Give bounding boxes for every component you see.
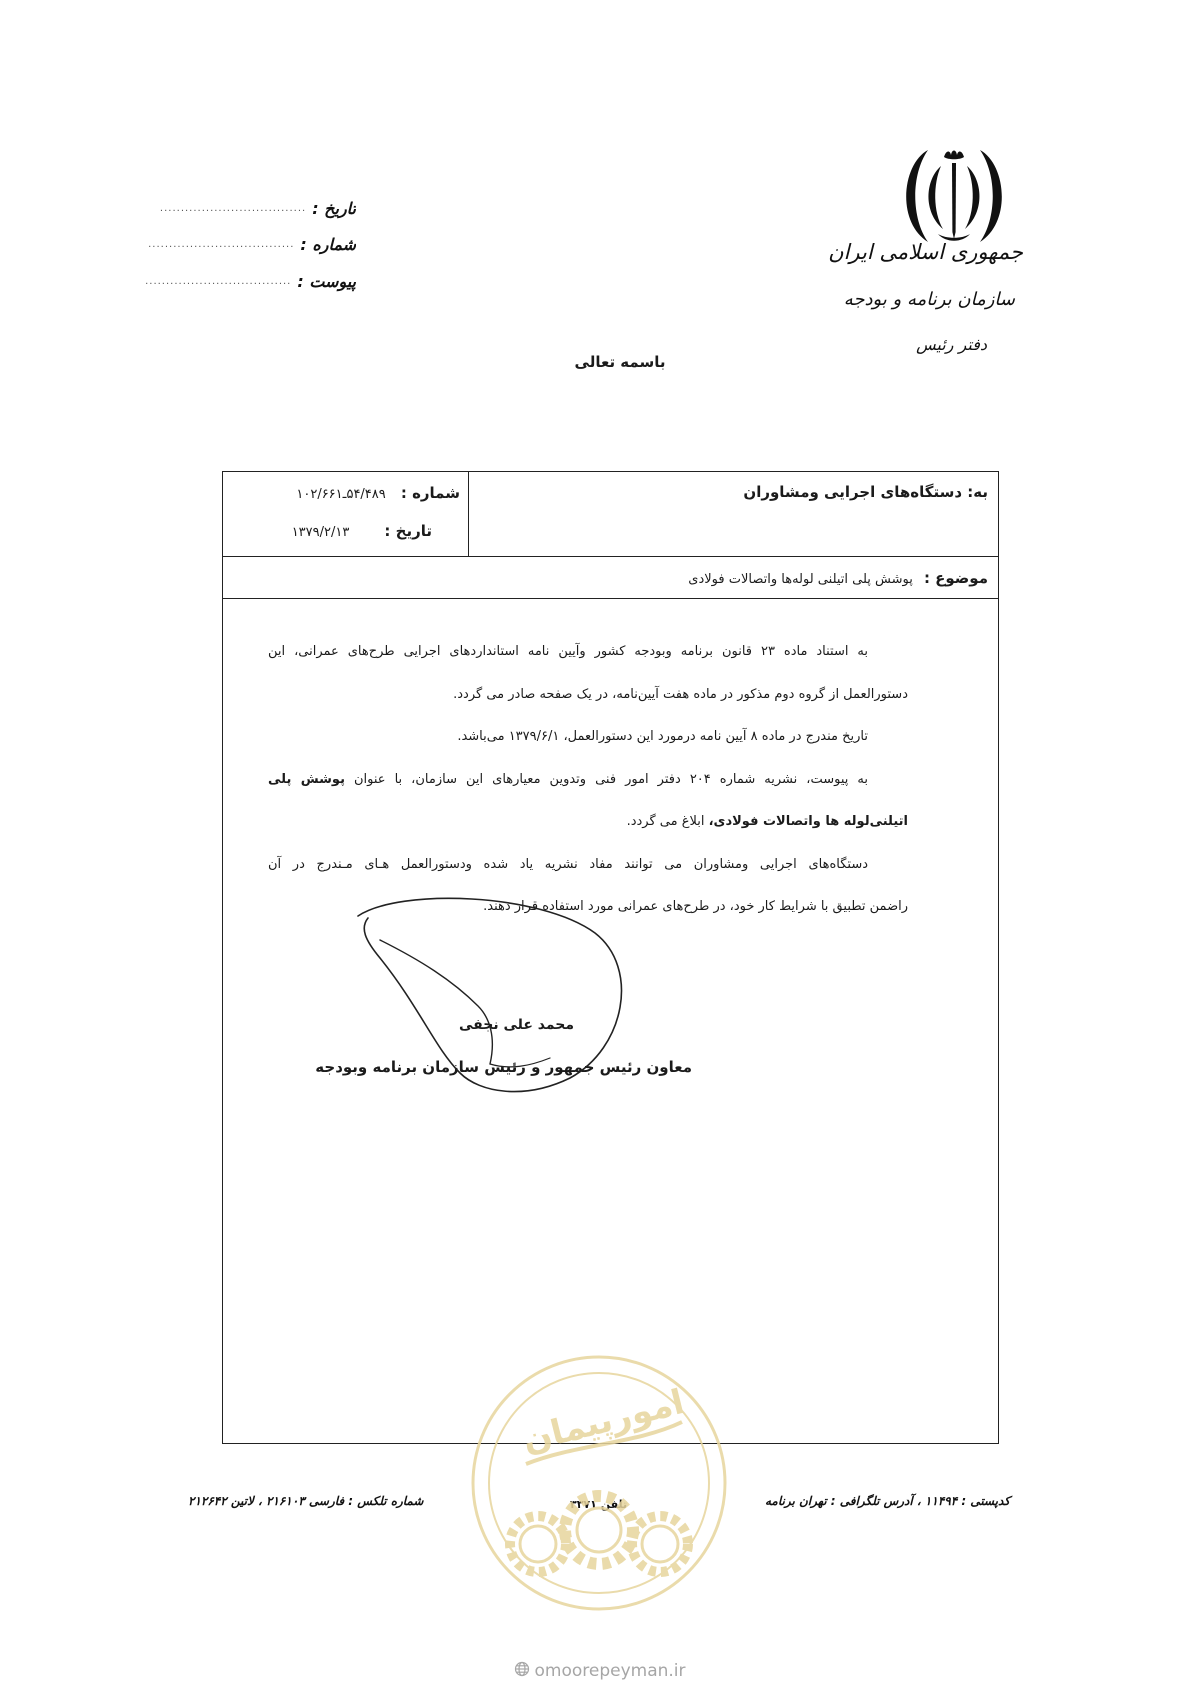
reference-attachment-label: پیوست : [297,271,356,291]
body-paragraph-2-line-1: تاریخ مندرج در ماده ۸ آیین نامه درمورد این دستورالعمل، ۱۳۷۹/۶/۱ می‌باشد. [457,729,868,744]
website-watermark [500,1660,700,1682]
letter-date-value: ۱۳۷۹/۲/۱۳ [291,525,350,540]
body-paragraph-3-line-1 [268,759,908,802]
letter-subject-value: پوشش پلی اتیلنی لوله‌ها واتصالات فولادی [688,571,913,587]
reference-date-dots: ................................... [159,202,307,214]
reference-number-field [142,231,356,257]
body-paragraph-3-title-part-2: اتیلنی‌لوله ها واتصالات فولادی، [708,814,908,829]
letter-date-row [223,516,468,546]
handwritten-signature-icon [340,888,650,1113]
footer-postal-telegraph: کدپستی : ۱۱۴۹۴ ، آدرس تلگرافی : تهران برنامه [764,1494,1010,1508]
letter-number-row [223,478,468,508]
letter-header [223,472,998,557]
body-paragraph-3-text: به پیوست، نشریه شماره ۲۰۴ دفتر امور فنی وتدوین معیارهای این سازمان، با عنوان [353,771,868,787]
letterhead-organization: سازمان برنامه و بودجه [843,289,1015,310]
letter-reference-box [223,472,469,556]
reference-number-dots: ................................... [148,238,295,250]
reference-attachment-field [142,268,356,294]
body-paragraph-3-ending: ابلاغ می گردد. [626,814,705,829]
letter-number-value: ۱۰۲/۶۶۱ـ۵۴/۴۸۹ [296,487,386,502]
reference-attachment-dots: ................................... [145,275,292,287]
signatory-name: محمد علی نجفی [458,1017,574,1033]
letter-body [268,631,908,929]
globe-icon [514,1661,530,1682]
letter-recipient: به: دستگاه‌های اجرایی ومشاوران [743,483,988,501]
letter-number-label: شماره : [400,484,460,502]
body-paragraph-3-title-part-1: پوشش پلی [268,771,345,787]
reference-date-field [142,195,356,221]
reference-number-label: شماره : [300,234,356,254]
gears-stamp-icon [468,1352,730,1614]
letterhead-country: جمهوری اسلامی ایران [828,240,1023,264]
letter-subject-label: موضوع : [923,568,988,587]
iran-emblem-icon [898,146,1010,244]
letter-subject-row [223,558,998,599]
stamp-text: امورپیمان [518,1381,689,1461]
letter-date-label: تاریخ : [384,522,432,540]
signatory-title: معاون رئیس جمهور و رئیس سازمان برنامه وبودجه [315,1058,692,1076]
body-paragraph-1-line-2: دستورالعمل از گروه دوم مذکور در ماده هفت آیین‌نامه، در یک صفحه صادر می گردد. [453,686,908,702]
letterhead-office: دفتر رئیس [916,335,987,354]
invocation-heading: باسمه تعالی [574,353,666,371]
body-paragraph-4-line-1: دستگاه‌های اجرایی ومشاوران می توانند مفاد نشریه یاد شده ودستورالعمل هـای مـندرج در آن [268,856,868,872]
body-paragraph-3-line-2 [268,801,908,844]
reference-date-label: تاریخ : [312,198,356,218]
footer-phone: تلفن ۳۳۷۱ [570,1498,628,1511]
footer-telex: شماره تلکس : فارسی ۲۱۶۱۰۳ ، لاتین ۲۱۲۶۴۲ [188,1494,424,1508]
body-paragraph-1-line-1: به استناد ماده ۲۳ قانون برنامه وبودجه کشور وآیین نامه استانداردهای اجرایی طرح‌های عمرانی، این [268,644,869,659]
body-paragraph-4-line-2: راضمن تطبیق با شرایط کار خود، در طرح‌های عمرانی مورد استفاده قرار دهند. [483,899,908,914]
website-url: omoorepeyman.ir [534,1661,686,1681]
